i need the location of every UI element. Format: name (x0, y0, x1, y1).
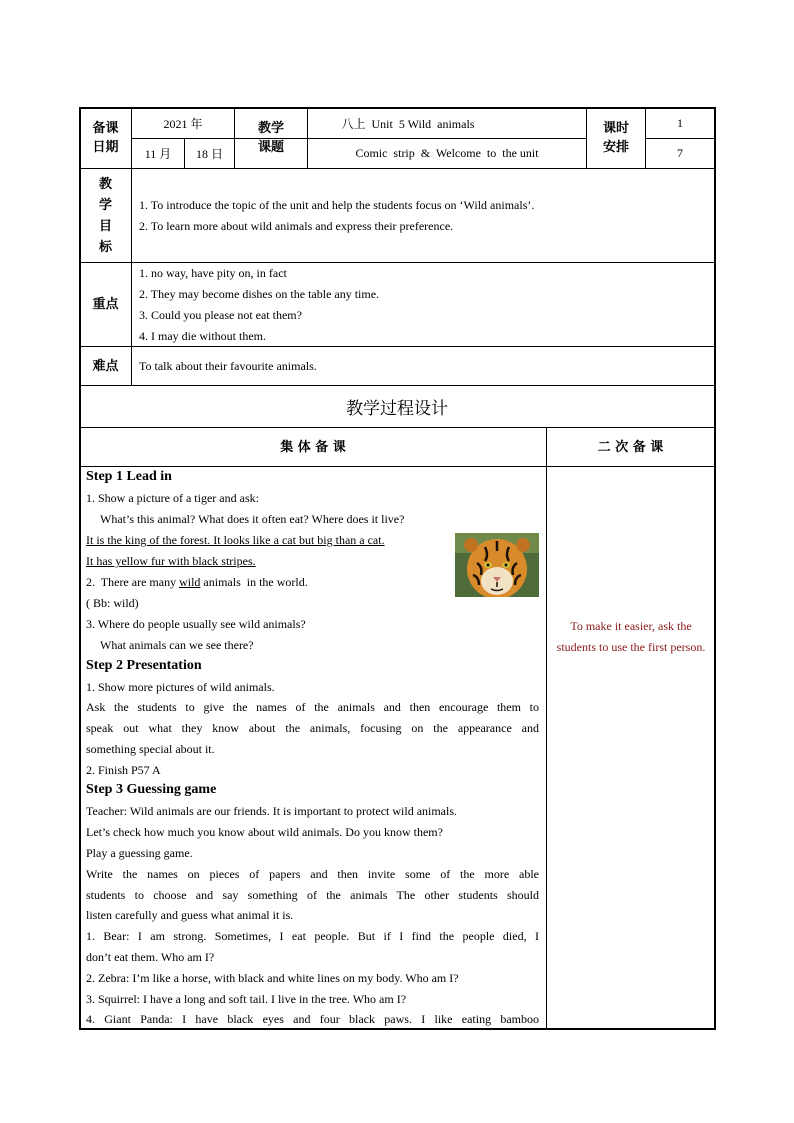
secondary-header: 二 次 备 课 (597, 439, 664, 455)
month-cell: 11 月 (144, 147, 172, 161)
unit-title: 八上 Unit 5 Wild animals (341, 116, 475, 131)
text-run: 2. There are many (86, 575, 180, 589)
objective-item: 2. To learn more about wild animals and express their preference. (139, 219, 454, 233)
content-line: Let’s check how much you know about wild animals. Do you know them? (86, 825, 443, 839)
content-line: It has yellow fur with black stripes. (86, 554, 256, 568)
objective-item: 1. To introduce the topic of the unit and help the students focus on ‘Wild animals’. (139, 198, 535, 212)
content-line: 2. Finish P57 A (86, 763, 161, 777)
grid-line (79, 168, 716, 169)
content-line: 1. Show more pictures of wild animals. (86, 680, 275, 694)
content-line: don’t eat them. Who am I? (86, 950, 215, 964)
topic-label: 教学 课题 (257, 121, 284, 155)
tiger-image (455, 533, 539, 597)
content-line: Teacher: Wild animals are our friends. It is important to protect wild animals. (86, 804, 458, 818)
period-value-1: 1 (677, 115, 683, 130)
content-line (86, 575, 308, 590)
content-line: something special about it. (86, 742, 215, 756)
content-line: Write the names on pieces of papers and then invite some of the more able (86, 867, 539, 881)
difficulties-label: 难点 (92, 358, 119, 374)
content-line: listen carefully and guess what animal it is. (86, 908, 294, 922)
period-label: 课时 安排 (602, 121, 629, 155)
content-line: What animals can we see there? (100, 638, 254, 652)
key-points-label: 重点 (92, 297, 119, 312)
objectives-label: 教 学 目 标 (98, 176, 112, 255)
grid-line (546, 427, 547, 1029)
content-line: 2. Zebra: I’m like a horse, with black and white lines on my body. Who am I? (86, 971, 459, 985)
content-line: speak out what they know about the animals, focusing on the appearance and (86, 721, 539, 735)
content-line: 1. Bear: I am strong. Sometimes, I eat people. But if I find the people died, I (86, 929, 539, 943)
wild-underlined: wild (179, 575, 201, 589)
content-line: Ask the students to give the names of the animals and then encourage them to (86, 700, 539, 714)
collective-header: 集 体 备 课 (280, 439, 346, 455)
content-line: 1. Show a picture of a tiger and ask: (86, 491, 259, 505)
day-cell: 18 日 (195, 147, 223, 161)
key-point-item: 3. Could you please not eat them? (139, 308, 302, 322)
grid-line (79, 466, 716, 467)
content-line: 4. Giant Panda: I have black eyes and four black paws. I like eating bamboo (86, 1012, 539, 1026)
grid-line (79, 262, 716, 263)
step1-title: Step 1 Lead in (86, 469, 172, 484)
key-point-item: 1. no way, have pity on, in fact (139, 266, 287, 280)
table-right-border (714, 107, 716, 1029)
step3-title: Step 3 Guessing game (86, 782, 217, 797)
content-line: students to choose and say something of the animals The other students should (86, 888, 539, 902)
key-point-item: 2. They may become dishes on the table any time. (139, 287, 380, 301)
table-bottom-border (79, 1028, 716, 1030)
grid-line (79, 346, 716, 347)
step2-title: Step 2 Presentation (86, 658, 202, 673)
prep-date-label: 备课 日期 (92, 121, 119, 155)
content-line: What’s this animal? What does it often eat? Where does it live? (100, 512, 405, 526)
content-line: Play a guessing game. (86, 846, 193, 860)
lesson-title: Comic strip & Welcome to the unit (355, 146, 539, 160)
content-line: It is the king of the forest. It looks like a cat but big than a cat. (86, 533, 385, 547)
side-note: To make it easier, ask the students to use the first person. (556, 619, 706, 654)
difficulties-text: To talk about their favourite animals. (139, 359, 317, 373)
content-line: ( Bb: wild) (86, 596, 139, 610)
text-run: animals in the world. (200, 575, 308, 589)
key-point-item: 4. I may die without them. (139, 329, 266, 343)
content-line: 3. Squirrel: I have a long and soft tail. I live in the tree. Who am I? (86, 992, 407, 1006)
period-value-2: 7 (677, 146, 683, 160)
year-cell: 2021 年 (163, 116, 203, 131)
tiger-image-svg (455, 533, 539, 597)
content-line: 3. Where do people usually see wild animals? (86, 617, 306, 631)
design-title: 教学过程设计 (346, 399, 448, 419)
